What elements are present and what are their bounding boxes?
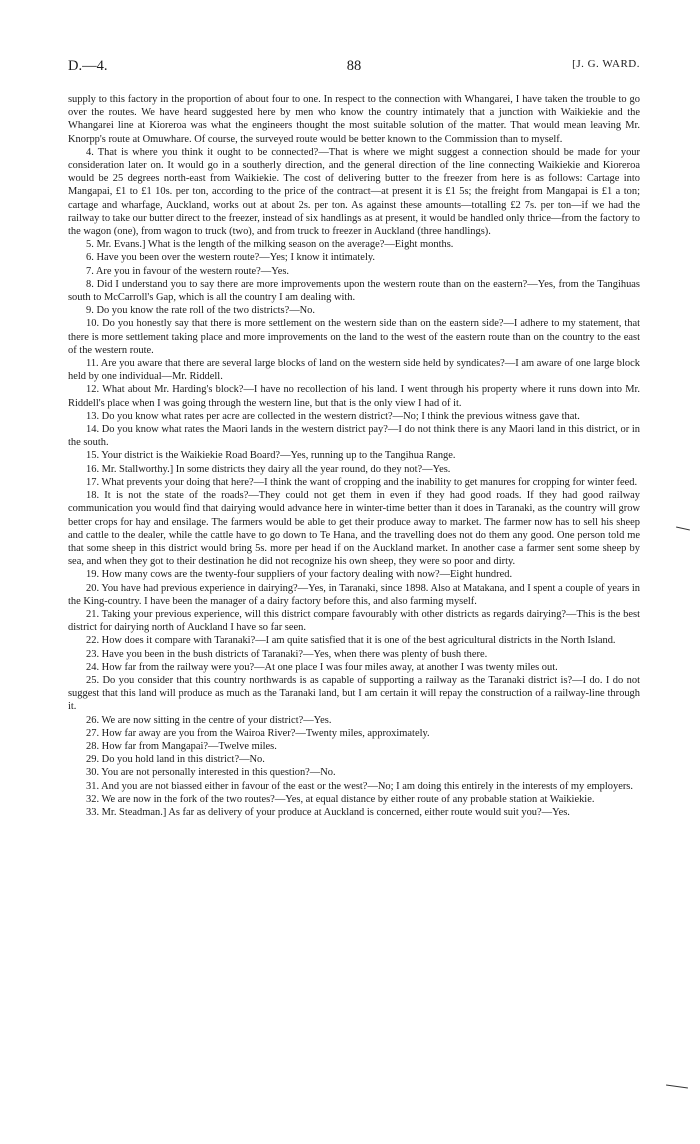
paragraph: 4. That is where you think it ought to be connected?—That is where we might suggest a connection should be made for your consideration later on. It would go in a southerly direction, and the general direction of the line connecting Waikiekie and Kioreroa would be 25 degrees north-east from Waikiekie. The cost of delivering butter to the freezer from here is as follows: Cartage into Mangapai, £1 to £1 10s. per ton, according to the price of the contract—at present it is £1 5s; the freight from Mangapai is £1 a ton; cartage and wharfage, Auckland, works out at about 2s. per ton. As against these amounts—totalling £2 7s. per ton—if we had the railway to take our butter direct to the freezer, instead of six handlings as at present, it would be handled only thrice—from the factory to the wagon (one), from wagon to truck (two), and from truck to freezer in Auckland (three handlings). — [68, 146, 640, 238]
paragraph: 10. Do you honestly say that there is more settlement on the western side than on the eastern side?—I adhere to my statement, that there is more settlement taking place and more improvements on the land to the west of the eastern route than on the country to the east of the western route. — [68, 318, 640, 356]
margin-mark — [666, 1084, 688, 1088]
paragraph: 16. Mr. Stallworthy.] In some districts they dairy all the year round, do they not?—Yes. — [86, 463, 451, 475]
paragraph: supply to this factory in the proportion of about four to one. In respect to the connection with Whangarei, I have taken the trouble to go over the routes. We have heard suggested here by men who know the country intimately that a junction with Waikiekie and the Whangarei line at Kioreroa was what the engineers thought the most suitable solution of the matter. That would mean leaving Mr. Knorpp's route at Omuwhare. Of course, the surveyed route would be better known to the Commission than to myself. — [68, 94, 640, 145]
paragraph: 24. How far from the railway were you?—At one place I was four miles away, at another I was twenty miles out. — [86, 661, 558, 673]
paragraph: 28. How far from Mangapai?—Twelve miles. — [86, 740, 277, 752]
page-number: 88 — [346, 58, 362, 74]
paragraph: 18. It is not the state of the roads?—They could not get them in even if they had good roads. If they had good railway communication you would find that dairying would advance here in winter-time better than it does in Taranaki, as the country will grow better crops for hay and ensilage. The farmers would be able to get their produce away to market. The farmer now has to sell his sheep and cattle to the dealer, while the cattle have to go down to Te Hana, and the travelling does not do them any good. One person told me that some sheep in this district would bring 5s. more per head if on the Auckland market. In another case a farmer sent some sheep by sea, and when they got to their destination he did not recognize his own sheep, they were so poor and dirty. — [68, 490, 640, 568]
witness-name: [J. G. WARD. — [572, 58, 640, 70]
paragraph: 7. Are you in favour of the western route?—Yes. — [86, 265, 290, 277]
paragraph: 12. What about Mr. Harding's block?—I have no recollection of his land. I went through his property where it runs down into Mr. Riddell's place when I was going through the western line, but that is the only view I had of it. — [68, 384, 640, 409]
paragraph: 30. You are not personally interested in this question?—No. — [86, 767, 336, 779]
paragraph: 23. Have you been in the bush districts of Taranaki?—Yes, when there was plenty of bush there. — [86, 648, 488, 660]
paragraph: 26. We are now sitting in the centre of your district?—Yes. — [86, 714, 332, 726]
paragraph: 14. Do you know what rates the Maori lands in the western district pay?—I do not think there is any Maori land in this district, or in the south. — [68, 424, 640, 449]
paragraph: 33. Mr. Steadman.] As far as delivery of your produce at Auckland is concerned, either route would suit you?—Yes. — [86, 806, 570, 818]
paragraph: 25. Do you consider that this country northwards is as capable of supporting a railway as the Taranaki district is?—I do. I do not suggest that this land will produce as much as the Taranaki land, but I am certain it will repay the construction of a railway-line through it. — [68, 674, 640, 713]
paragraph: 11. Are you aware that there are several large blocks of land on the western side held by syndicates?—I am aware of one large block held by one individual—Mr. Riddell. — [68, 358, 640, 383]
paragraph: 32. We are now in the fork of the two routes?—Yes, at equal distance by either route of any probable station at Waikiekie. — [86, 793, 595, 805]
paragraph: 17. What prevents your doing that here?—I think the want of cropping and the inability to get manures for cropping for winter feed. — [86, 476, 638, 488]
paragraph: 6. Have you been over the western route?—Yes; I know it intimately. — [86, 252, 375, 264]
margin-mark — [676, 527, 690, 531]
body-text — [68, 93, 640, 819]
paragraph: 8. Did I understand you to say there are more improvements upon the western route than on the eastern?—Yes, from the Tangihuas south to McCarroll's Gap, which is all the country I am dealing with. — [68, 278, 640, 304]
paragraph: 15. Your district is the Waikiekie Road Board?—Yes, running up to the Tangihua Range. — [86, 450, 456, 462]
paragraph: 29. Do you hold land in this district?—No. — [86, 754, 265, 766]
paragraph: 21. Taking your previous experience, will this district compare favourably with other districts as regards dairying?—This is the best district for dairying north of Auckland I have so far seen. — [68, 608, 640, 634]
paragraph: 20. You have had previous experience in dairying?—Yes, in Taranaki, since 1898. Also at Matakana, and I spent a couple of years in the King-country. I have been the manager of a dairy factory before this, and also farming myself. — [68, 582, 640, 607]
paragraph: 13. Do you know what rates per acre are collected in the western district?—No; I think the previous witness gave that. — [86, 410, 580, 422]
document-reference: D.—4. — [68, 58, 108, 74]
paragraph: 27. How far away are you from the Wairoa River?—Twenty miles, approximately. — [86, 727, 430, 739]
paragraph: 22. How does it compare with Taranaki?—I am quite satisfied that it is one of the best agricultural districts in the North Island. — [86, 635, 616, 647]
paragraph: 5. Mr. Evans.] What is the length of the milking season on the average?—Eight months. — [86, 239, 454, 251]
paragraph: 9. Do you know the rate roll of the two districts?—No. — [86, 305, 316, 317]
page-header — [68, 58, 640, 78]
paragraph: 31. And you are not biassed either in favour of the east or the west?—No; I am doing this entirely in the interests of my employers. — [86, 780, 633, 792]
paragraph: 19. How many cows are the twenty-four suppliers of your factory dealing with now?—Eight hundred. — [86, 569, 513, 581]
